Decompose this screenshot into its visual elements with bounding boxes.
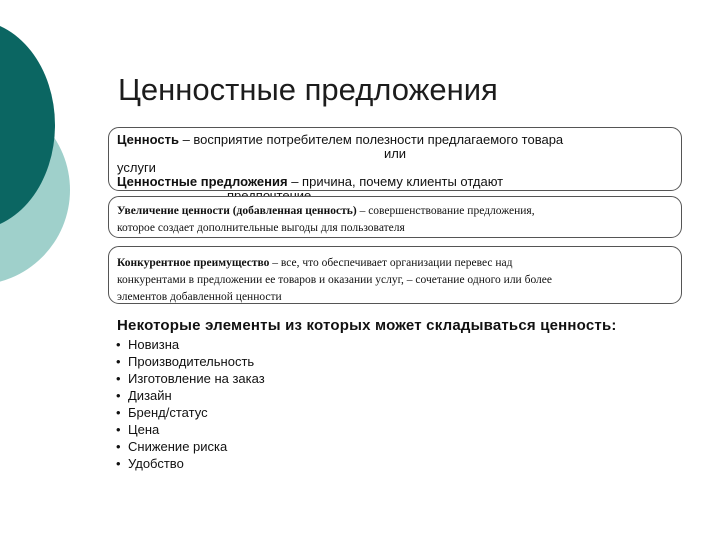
list-heading: Некоторые элементы из которых может складываться ценность: (117, 317, 617, 334)
value-definition-services: услуги (117, 160, 156, 175)
list-item-label: Снижение риска (128, 439, 228, 454)
bullet-icon: • (116, 337, 121, 352)
bullet-icon: • (116, 456, 121, 471)
bullet-icon: • (116, 405, 121, 420)
added-value-line2: которое создает дополнительные выгоды для пользователя (117, 222, 405, 234)
added-value-line1 (117, 203, 673, 220)
value-proposition-text: – причина, почему клиенты отдают (287, 174, 504, 189)
value-definition-text: – восприятие потребителем полезности предлагаемого товара (178, 132, 564, 147)
slide-title: Ценностные предложения (118, 72, 498, 107)
bullet-icon: • (116, 422, 121, 437)
advantage-line1 (117, 255, 673, 272)
bullet-icon: • (116, 354, 121, 369)
list-item-label: Цена (128, 422, 160, 437)
definition-box-competitive-advantage (108, 246, 682, 304)
list-item-label: Бренд/статус (128, 405, 208, 420)
bullet-icon: • (116, 388, 121, 403)
list-item (116, 438, 265, 455)
list-item-label: Производительность (128, 354, 255, 369)
term-added-value: Увеличение ценности (добавленная ценность) (117, 205, 357, 217)
list-item (116, 455, 265, 472)
list-item (116, 404, 265, 421)
list-item (116, 421, 265, 438)
term-value: Ценность (117, 132, 179, 147)
list-item-label: Новизна (128, 337, 180, 352)
value-elements-list (116, 336, 265, 472)
added-value-text: – совершенствование предложения, (356, 205, 535, 217)
term-competitive-advantage: Конкурентное преимущество (117, 257, 270, 269)
advantage-text: – все, что обеспечивает организации перевес над (269, 257, 513, 269)
list-item (116, 353, 265, 370)
term-value-proposition: Ценностные предложения (117, 174, 288, 189)
advantage-line2: конкурентами в предложении ее товаров и оказании услуг, – сочетание одного или более (117, 274, 552, 286)
value-proposition-definition (117, 175, 673, 189)
list-item-label: Изготовление на заказ (128, 371, 265, 386)
value-definition-or: или (383, 146, 407, 161)
list-item-label: Удобство (128, 456, 184, 471)
definition-box-added-value (108, 196, 682, 238)
bullet-icon: • (116, 439, 121, 454)
list-item-label: Дизайн (128, 388, 172, 403)
list-item (116, 336, 265, 353)
list-item (116, 370, 265, 387)
list-item (116, 387, 265, 404)
definition-box-value (108, 127, 682, 191)
value-definition (117, 133, 673, 147)
advantage-line3: элементов добавленной ценности (117, 291, 282, 303)
bullet-icon: • (116, 371, 121, 386)
